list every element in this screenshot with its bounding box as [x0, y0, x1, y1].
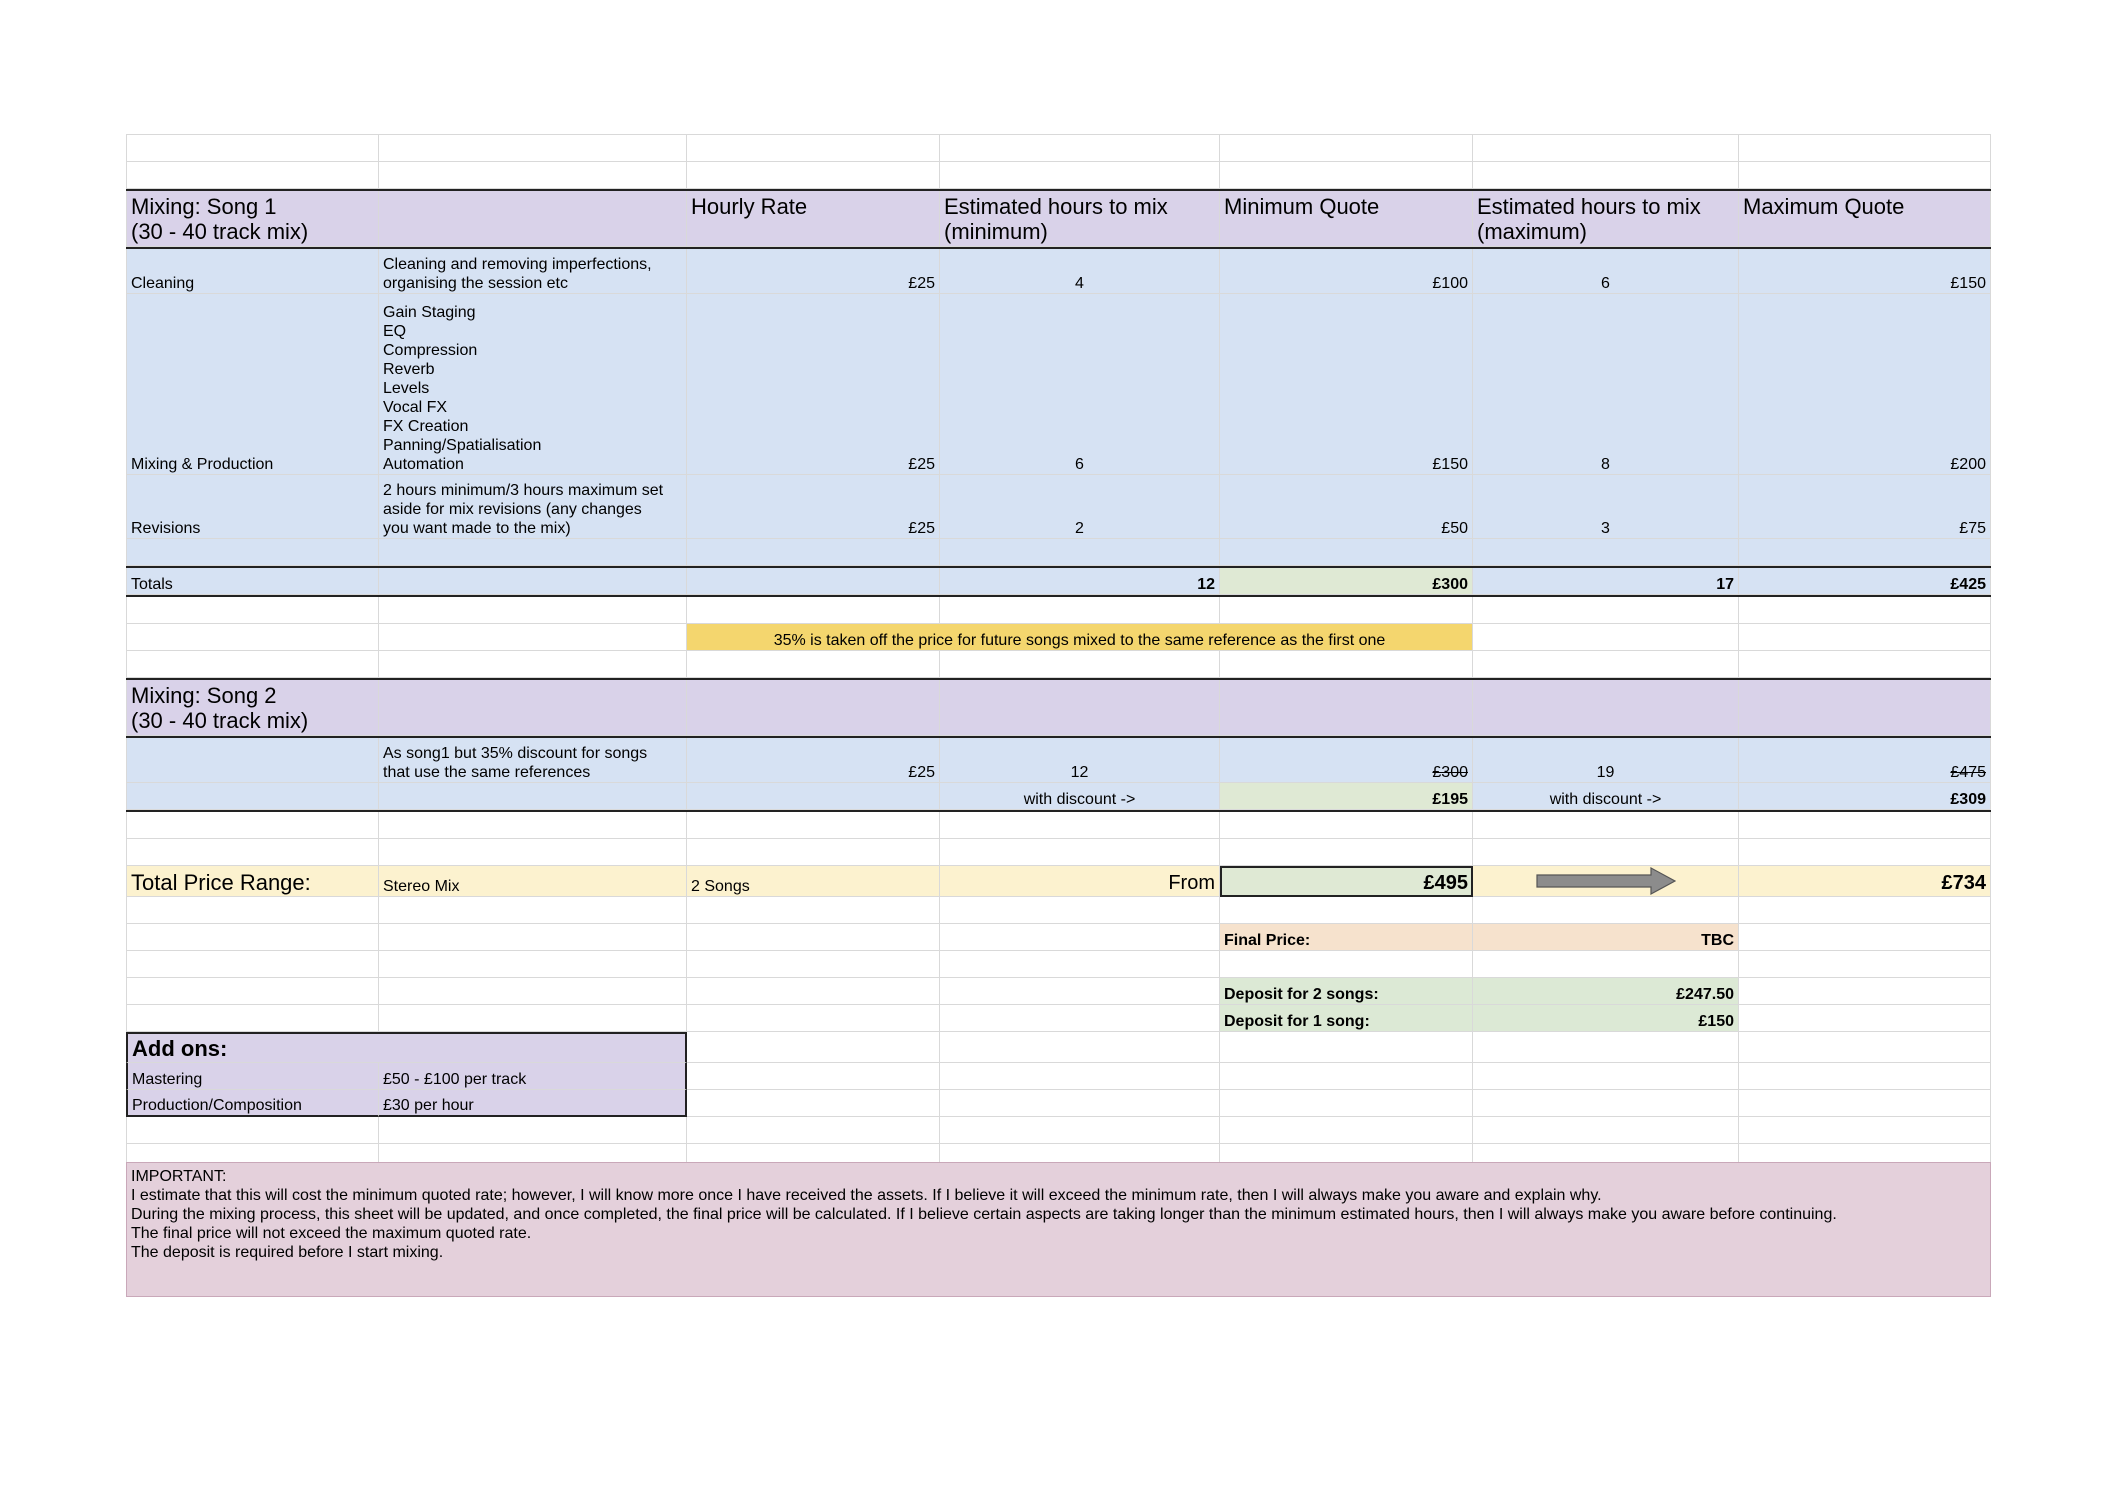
song2-subtitle: (30 - 40 track mix): [131, 708, 309, 733]
blank-row: [126, 162, 1991, 189]
song1-header-row: [126, 189, 1991, 247]
total-range-max[interactable]: £734: [1739, 866, 1991, 897]
table-row: [126, 294, 1991, 475]
deposit-value[interactable]: £247.50: [1473, 978, 1739, 1005]
total-range-from[interactable]: From: [940, 866, 1220, 897]
addon-name[interactable]: Mastering: [126, 1063, 379, 1090]
blank-row: [126, 651, 1991, 678]
song1-title-cell[interactable]: [126, 191, 379, 247]
desc-line: Gain Staging: [383, 304, 476, 321]
desc-line: that use the same references: [383, 764, 591, 781]
desc-line: EQ: [383, 323, 407, 340]
est-max-header-line1: Estimated hours to mix: [1477, 194, 1701, 219]
row-quote-min[interactable]: £300: [1220, 738, 1473, 783]
discount-note[interactable]: 35% is taken off the price for future songs mixed to the same reference as the first one: [687, 624, 1473, 651]
blank-row: [126, 897, 1991, 924]
row-quote-max[interactable]: £150: [1739, 249, 1991, 294]
blank-row: [126, 134, 1991, 162]
desc-line: Automation: [383, 456, 464, 473]
totals-row: [126, 568, 1991, 597]
row-hours-min[interactable]: 12: [940, 738, 1220, 783]
min-quote-header[interactable]: Minimum Quote: [1220, 191, 1473, 247]
with-discount-label[interactable]: with discount ->: [1473, 783, 1739, 810]
est-max-header[interactable]: [1473, 191, 1739, 247]
important-note[interactable]: [126, 1162, 1991, 1297]
total-range-songs[interactable]: 2 Songs: [687, 866, 940, 897]
row-hours-max[interactable]: 6: [1473, 249, 1739, 294]
row-description[interactable]: [379, 738, 687, 783]
deposit-label[interactable]: Deposit for 2 songs:: [1220, 978, 1473, 1005]
addon-name[interactable]: Production/Composition: [126, 1090, 379, 1117]
desc-line: you want made to the mix): [383, 520, 571, 537]
est-max-header-line2: (maximum): [1477, 219, 1587, 244]
with-discount-label[interactable]: with discount ->: [940, 783, 1220, 810]
row-hours-min[interactable]: 6: [940, 294, 1220, 475]
discount-row: [126, 624, 1991, 651]
desc-line: Panning/Spatialisation: [383, 437, 542, 454]
desc-line: Cleaning and removing imperfections,: [383, 256, 652, 273]
note-line: I estimate that this will cost the minimum quoted rate; however, I will know more once I have received the assets. If I believe it will exceed the minimum rate, then I will always make you aware and explain why.: [131, 1187, 1602, 1204]
final-price-value[interactable]: TBC: [1473, 924, 1739, 951]
max-quote-header[interactable]: Maximum Quote: [1739, 191, 1991, 247]
desc-line: Levels: [383, 380, 430, 397]
row-quote-min[interactable]: £100: [1220, 249, 1473, 294]
final-price-label[interactable]: Final Price:: [1220, 924, 1473, 951]
row-hours-max[interactable]: 8: [1473, 294, 1739, 475]
note-line: IMPORTANT:: [131, 1168, 227, 1185]
total-range-mix[interactable]: Stereo Mix: [379, 866, 687, 897]
addon-price[interactable]: £30 per hour: [379, 1090, 687, 1117]
total-range-label[interactable]: Total Price Range:: [126, 866, 379, 897]
discounted-max[interactable]: £309: [1739, 783, 1991, 810]
song2-title: Mixing: Song 2: [131, 683, 277, 708]
deposit-label[interactable]: Deposit for 1 song:: [1220, 1005, 1473, 1032]
song2-header-row: [126, 678, 1991, 738]
row-hours-min[interactable]: 4: [940, 249, 1220, 294]
discounted-min[interactable]: £195: [1220, 783, 1473, 810]
row-description[interactable]: [379, 294, 687, 475]
row-description[interactable]: [379, 475, 687, 539]
row-hours-min[interactable]: 2: [940, 475, 1220, 539]
desc-line: Vocal FX: [383, 399, 448, 416]
row-rate[interactable]: £25: [687, 475, 940, 539]
pricing-sheet: [126, 134, 1991, 1171]
final-price-row: [126, 924, 1991, 951]
row-name[interactable]: Revisions: [126, 475, 379, 539]
desc-line: Reverb: [383, 361, 435, 378]
note-line: The deposit is required before I start mixing.: [131, 1244, 444, 1261]
totals-quote-max[interactable]: £425: [1739, 568, 1991, 595]
row-hours-max[interactable]: 3: [1473, 475, 1739, 539]
total-range-min[interactable]: £495: [1220, 866, 1473, 897]
desc-line: 2 hours minimum/3 hours maximum set: [383, 482, 664, 499]
totals-hours-max[interactable]: 17: [1473, 568, 1739, 595]
blank-row: [126, 839, 1991, 866]
note-line: The final price will not exceed the maximum quoted rate.: [131, 1225, 532, 1242]
desc-line: Compression: [383, 342, 478, 359]
addon-price[interactable]: £50 - £100 per track: [379, 1063, 687, 1090]
row-name[interactable]: Cleaning: [126, 249, 379, 294]
row-quote-max[interactable]: £475: [1739, 738, 1991, 783]
desc-line: As song1 but 35% discount for songs: [383, 745, 648, 762]
desc-line: FX Creation: [383, 418, 469, 435]
totals-quote-min[interactable]: £300: [1220, 568, 1473, 595]
song2-title-cell[interactable]: [126, 680, 379, 736]
total-range-row: [126, 866, 1991, 897]
est-min-header[interactable]: [940, 191, 1220, 247]
row-name[interactable]: Mixing & Production: [126, 294, 379, 475]
row-rate[interactable]: £25: [687, 249, 940, 294]
blank-row: [126, 539, 1991, 568]
addons-title[interactable]: Add ons:: [126, 1032, 687, 1063]
deposit-row: [126, 978, 1991, 1005]
est-min-header-line2: (minimum): [944, 219, 1048, 244]
row-quote-max[interactable]: £75: [1739, 475, 1991, 539]
row-rate[interactable]: £25: [687, 738, 940, 783]
table-row: [126, 247, 1991, 294]
hourly-rate-header[interactable]: Hourly Rate: [687, 191, 940, 247]
deposit-row: [126, 1005, 1991, 1032]
blank-row: [126, 951, 1991, 978]
blank-row: [126, 597, 1991, 624]
blank-row: [126, 1117, 1991, 1144]
addon-row: [126, 1063, 1991, 1090]
blank-row: [126, 812, 1991, 839]
song1-title: Mixing: Song 1: [131, 194, 277, 219]
row-description[interactable]: [379, 249, 687, 294]
song1-subtitle: (30 - 40 track mix): [131, 219, 309, 244]
table-row: [126, 475, 1991, 539]
addons-header-row: [126, 1032, 1991, 1063]
row-quote-min[interactable]: £150: [1220, 294, 1473, 475]
row-quote-min[interactable]: £50: [1220, 475, 1473, 539]
deposit-value[interactable]: £150: [1473, 1005, 1739, 1032]
est-min-header-line1: Estimated hours to mix: [944, 194, 1168, 219]
discount-totals-row: [126, 783, 1991, 812]
row-rate[interactable]: £25: [687, 294, 940, 475]
range-arrow-cell: [1473, 866, 1739, 897]
totals-hours-min[interactable]: 12: [940, 568, 1220, 595]
desc-line: aside for mix revisions (any changes: [383, 501, 642, 518]
row-hours-max[interactable]: 19: [1473, 738, 1739, 783]
totals-label[interactable]: Totals: [126, 568, 379, 595]
table-row: [126, 738, 1991, 783]
addon-row: [126, 1090, 1991, 1117]
right-arrow-icon: [1536, 867, 1676, 895]
row-quote-max[interactable]: £200: [1739, 294, 1991, 475]
note-line: During the mixing process, this sheet will be updated, and once completed, the final price will be calculated. If I believe certain aspects are taking longer than the minimum estimated hours, then I will always make you aware before continuing.: [131, 1206, 1837, 1223]
desc-line: organising the session etc: [383, 275, 568, 292]
